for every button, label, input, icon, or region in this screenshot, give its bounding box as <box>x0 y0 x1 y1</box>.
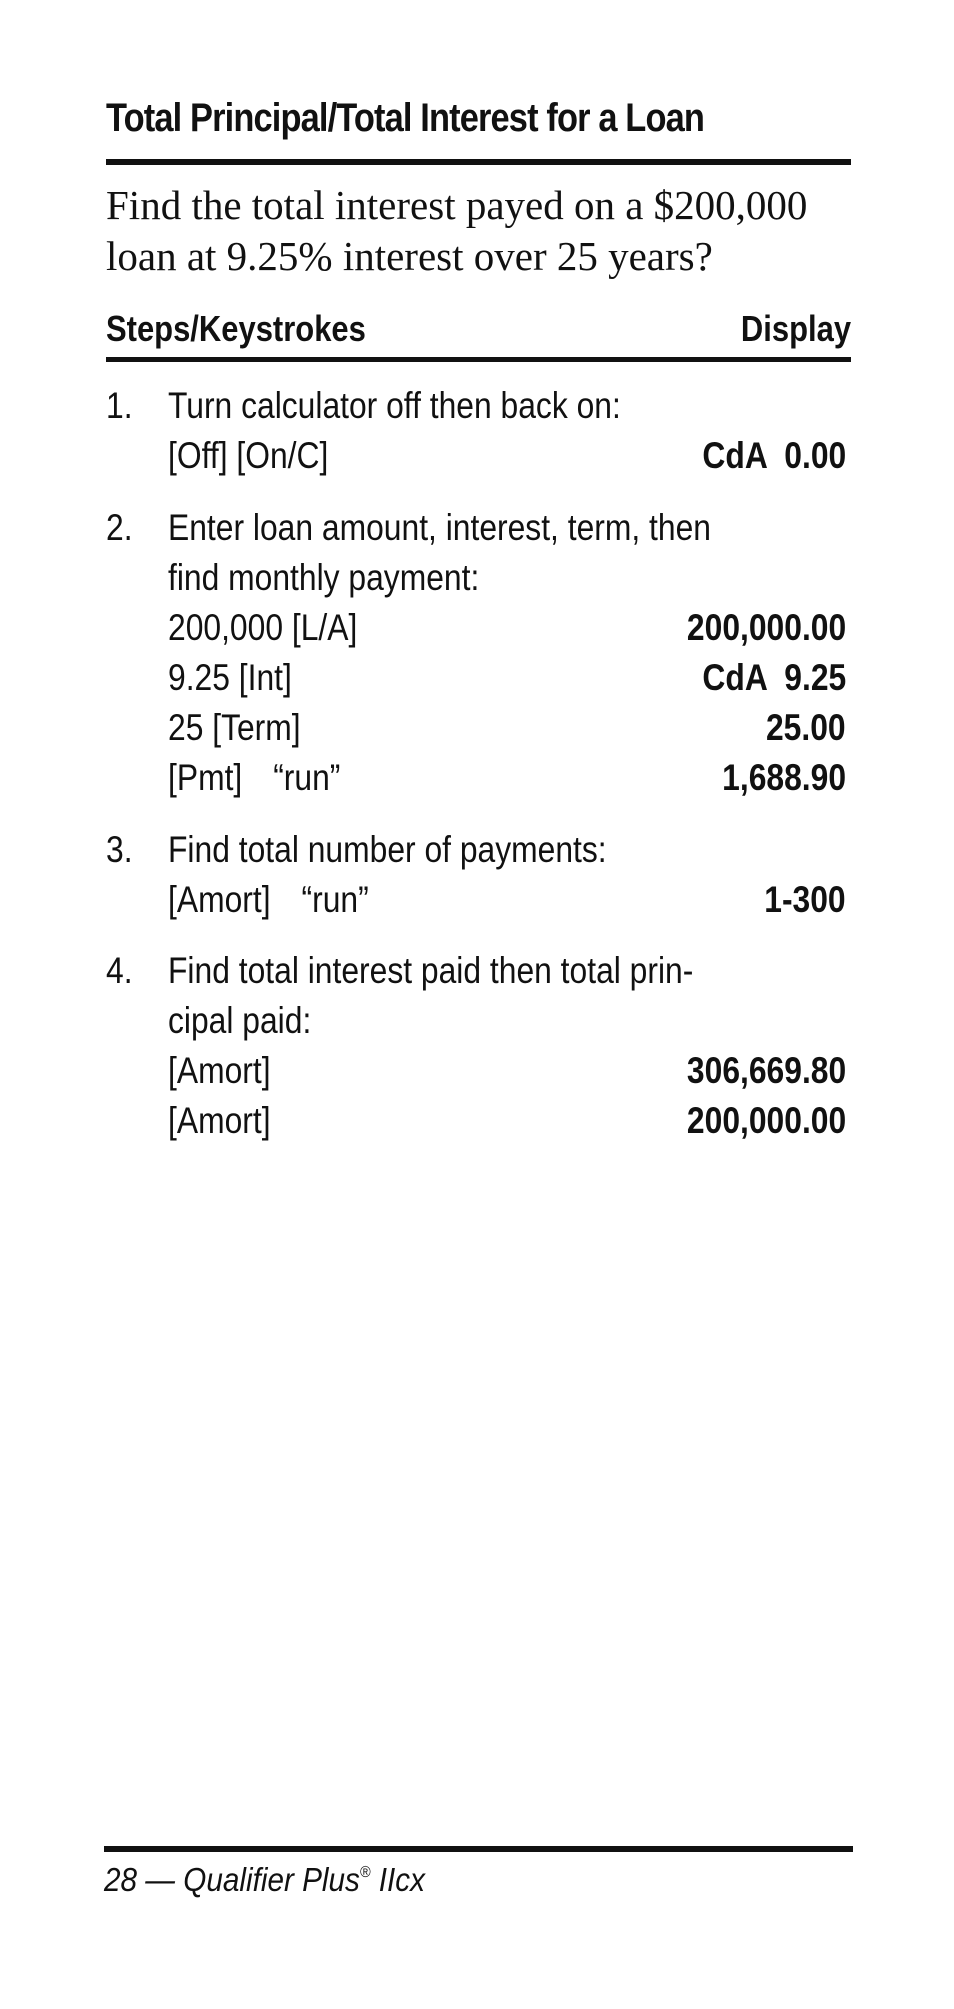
product-name: Qualifier Plus <box>183 1861 360 1898</box>
keystroke: 200,000 [L/A] <box>168 607 358 648</box>
keystroke: 9.25 [Int] <box>168 657 292 698</box>
page-title: Total Principal/Total Interest for a Loan <box>106 96 705 140</box>
keystroke: [Amort] <box>168 1100 271 1141</box>
keystroke-row <box>106 1046 846 1096</box>
display-value: CdA 0.00 <box>702 435 846 476</box>
display-value: 1,688.90 <box>722 757 846 798</box>
step-number: 1. <box>106 385 133 426</box>
page-number: 28 <box>104 1861 138 1898</box>
steps-column-header: Steps/Keystrokes <box>106 308 366 349</box>
keystroke: 25 [Term] <box>168 707 301 748</box>
keystroke: [Off] [On/C] <box>168 435 329 476</box>
keystroke: [Amort] “run” <box>168 879 369 920</box>
step-number: 3. <box>106 829 133 870</box>
step-instruction: cipal paid: <box>168 1000 312 1041</box>
step-number: 4. <box>106 950 133 991</box>
step-1 <box>106 381 846 481</box>
problem-statement <box>106 180 866 282</box>
step-instruction: Find total number of payments: <box>168 829 607 870</box>
problem-line-1: Find the total interest payed on a $200,000 <box>106 182 808 228</box>
keystroke-row <box>106 875 846 925</box>
problem-line-2: loan at 9.25% interest over 25 years? <box>106 233 713 279</box>
keystroke-row <box>106 431 846 481</box>
step-3 <box>106 825 846 925</box>
step-number: 2. <box>106 507 133 548</box>
keystroke-row <box>106 1096 846 1146</box>
registered-mark: ® <box>359 1864 371 1881</box>
header-divider <box>106 357 851 362</box>
display-value: CdA 9.25 <box>702 657 846 698</box>
run-indicator: “run” <box>273 757 341 798</box>
keystroke: [Pmt] “run” <box>168 757 341 798</box>
display-value: 200,000.00 <box>686 607 846 648</box>
keystroke-row <box>106 603 846 653</box>
step-instruction: find monthly payment: <box>168 557 480 598</box>
title-divider <box>106 159 851 165</box>
step-2 <box>106 503 846 803</box>
step-instruction: Enter loan amount, interest, term, then <box>168 507 711 548</box>
keystroke-row <box>106 753 846 803</box>
display-column-header: Display <box>740 308 851 349</box>
keystroke-row <box>106 703 846 753</box>
display-value: 25.00 <box>766 707 846 748</box>
step-instruction: Turn calculator off then back on: <box>168 385 621 426</box>
step-4 <box>106 946 846 1146</box>
footer-divider <box>104 1846 853 1852</box>
manual-page <box>106 0 851 2009</box>
footer-dash: — <box>145 1861 176 1898</box>
display-value: 1-300 <box>764 879 846 920</box>
model-name: IIcx <box>378 1861 425 1898</box>
keystroke: [Amort] <box>168 1050 271 1091</box>
keystroke-row <box>106 653 846 703</box>
page-footer <box>104 1860 425 1900</box>
display-value: 200,000.00 <box>686 1100 846 1141</box>
display-value: 306,669.80 <box>686 1050 846 1091</box>
run-indicator: “run” <box>301 879 369 920</box>
step-instruction: Find total interest paid then total prin- <box>168 950 694 991</box>
